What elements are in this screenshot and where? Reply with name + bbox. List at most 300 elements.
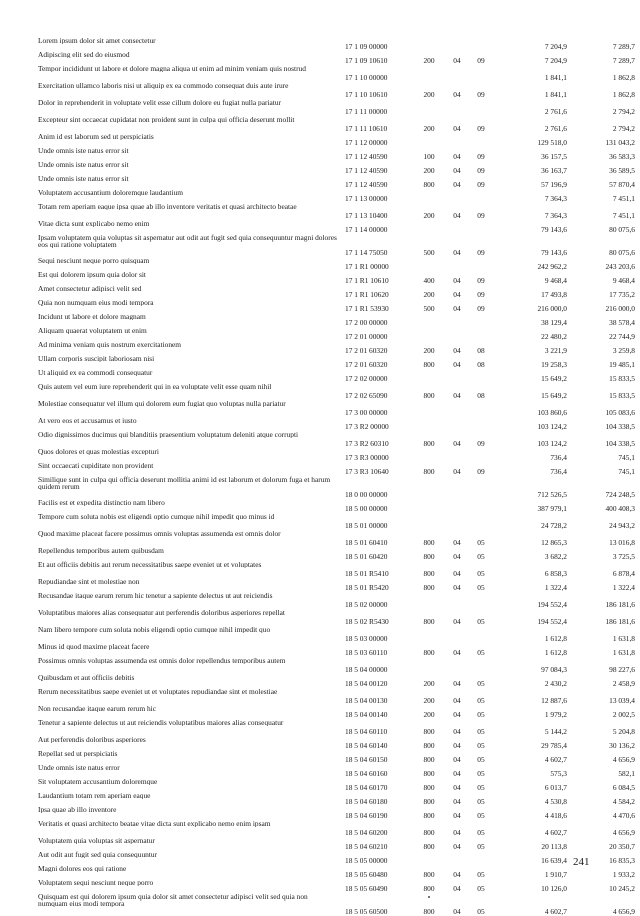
table-row [0, 82, 640, 99]
row-amount-year2: 7 451,1 [612, 195, 635, 202]
row-name: Est qui dolorem ipsum quia dolor sit [38, 271, 146, 278]
row-amount-year1: 7 364,3 [544, 195, 567, 202]
row-expense-type: 800 [423, 553, 435, 560]
row-section: 04 [453, 249, 461, 256]
row-expense-type: 800 [423, 871, 435, 878]
row-name: Unde omnis iste natus error sit [38, 147, 129, 154]
row-expense-type: 200 [423, 697, 435, 704]
row-name: Nam libero tempore cum soluta nobis eligendi optio cumque nihil impedit quo [38, 626, 271, 633]
row-target-code: 18 5 01 60420 [345, 553, 388, 560]
row-name: Odio dignissimos ducimus qui blanditiis praesentium voluptatum deleniti atque corrupti [38, 431, 299, 438]
row-amount-year2: 1 862,8 [612, 91, 635, 98]
row-amount-year1: 6 013,7 [544, 784, 567, 791]
table-row [0, 530, 640, 547]
row-name: Repellendus temporibus autem quibusdam [38, 547, 164, 554]
row-amount-year1: 194 552,4 [537, 618, 567, 625]
table-row [0, 65, 640, 82]
row-section: 04 [453, 212, 461, 219]
row-target-code: 18 0 00 00000 [345, 491, 388, 498]
table-row [0, 578, 640, 592]
table-row [0, 820, 640, 837]
row-target-code: 17 1 09 00000 [345, 43, 388, 50]
row-target-code: 18 5 04 60150 [345, 756, 388, 763]
row-section: 04 [453, 361, 461, 368]
row-target-code: 17 1 11 00000 [345, 108, 388, 115]
row-expense-type: 200 [423, 57, 435, 64]
row-amount-year2: 22 744,9 [609, 333, 635, 340]
row-amount-year2: 724 248,5 [605, 491, 635, 498]
row-amount-year2: 1 631,8 [612, 649, 635, 656]
row-expense-type: 200 [423, 291, 435, 298]
row-name: Voluptatem sequi nesciunt neque porro [38, 879, 154, 886]
row-amount-year1: 6 858,3 [544, 570, 567, 577]
row-target-code: 18 5 04 60210 [345, 843, 388, 850]
row-amount-year2: 17 735,2 [609, 291, 635, 298]
row-amount-year1: 17 493,8 [541, 291, 567, 298]
row-name: Ut aliquid ex ea commodi consequatur [38, 369, 153, 376]
row-expense-type: 500 [423, 249, 435, 256]
table-row [0, 285, 640, 299]
row-amount-year1: 12 887,6 [541, 697, 567, 704]
row-amount-year1: 1 841,1 [544, 91, 567, 98]
table-row [0, 161, 640, 175]
row-section: 04 [453, 305, 461, 312]
row-name: Totam rem aperiam eaque ipsa quae ab illo inventore veritatis et quasi architecto beatae [38, 203, 297, 210]
row-expense-type: 800 [423, 181, 435, 188]
row-amount-year2: 20 350,7 [609, 843, 635, 850]
row-amount-year2: 2 794,2 [612, 108, 635, 115]
row-amount-year2: 30 136,2 [609, 742, 635, 749]
row-expense-type: 800 [423, 649, 435, 656]
row-name: Unde omnis iste natus error sit [38, 161, 129, 168]
row-target-code: 18 5 04 00130 [345, 697, 388, 704]
table-row [0, 736, 640, 750]
row-name: Quia non numquam eius modi tempora [38, 299, 154, 306]
row-target-code: 17 3 R3 00000 [345, 454, 389, 461]
row-amount-year2: 2 458,9 [612, 680, 635, 687]
table-row [0, 51, 640, 65]
row-amount-year1: 1 910,7 [544, 871, 567, 878]
row-amount-year2: 1 933,2 [612, 871, 635, 878]
row-name: Facilis est et expedita distinctio nam libero [38, 499, 165, 506]
row-target-code: 17 2 01 60320 [345, 347, 388, 354]
table-row [0, 643, 640, 657]
row-target-code: 18 5 04 00120 [345, 680, 388, 687]
table-row [0, 448, 640, 462]
row-amount-year1: 9 468,4 [544, 277, 567, 284]
row-target-code: 17 1 R1 53930 [345, 305, 389, 312]
row-section: 04 [453, 277, 461, 284]
row-amount-year1: 736,4 [550, 468, 567, 475]
row-section: 04 [453, 125, 461, 132]
row-name: Lorem ipsum dolor sit amet consectetur [38, 37, 156, 44]
row-expense-type: 200 [423, 347, 435, 354]
row-expense-type: 800 [423, 798, 435, 805]
row-subsection: 05 [477, 843, 485, 850]
row-expense-type: 500 [423, 305, 435, 312]
row-expense-type: 800 [423, 885, 435, 892]
row-amount-year2: 57 870,4 [609, 181, 635, 188]
table-row [0, 369, 640, 383]
table-row [0, 806, 640, 820]
row-target-code: 17 1 12 40590 [345, 167, 388, 174]
row-target-code: 18 5 01 R5420 [345, 584, 389, 591]
row-subsection: 05 [477, 885, 485, 892]
row-amount-year1: 97 084,3 [541, 666, 567, 673]
row-amount-year1: 7 364,3 [544, 212, 567, 219]
row-name: Unde omnis iste natus error sit [38, 175, 129, 182]
page-number: 241 [573, 856, 590, 868]
table-row [0, 547, 640, 561]
row-subsection: 05 [477, 871, 485, 878]
row-expense-type: 800 [423, 468, 435, 475]
row-target-code: 18 5 05 60490 [345, 885, 388, 892]
row-target-code: 18 5 01 60410 [345, 539, 388, 546]
row-target-code: 18 5 05 00000 [345, 857, 388, 864]
table-row [0, 513, 640, 530]
row-expense-type: 200 [423, 680, 435, 687]
row-subsection: 09 [477, 167, 485, 174]
row-amount-year1: 3 682,2 [544, 553, 567, 560]
row-amount-year2: 4 656,9 [612, 829, 635, 836]
row-expense-type: 800 [423, 742, 435, 749]
row-name: Tempore cum soluta nobis est eligendi optio cumque nihil impedit quo minus id [38, 513, 275, 520]
row-amount-year2: 2 794,2 [612, 125, 635, 132]
row-amount-year2: 3 259,8 [612, 347, 635, 354]
row-amount-year2: 400 408,3 [605, 505, 635, 512]
table-row [0, 147, 640, 161]
row-name: Excepteur sint occaecat cupidatat non proident sunt in culpa qui officia deserunt mollit [38, 116, 295, 123]
row-target-code: 18 5 04 60160 [345, 770, 388, 777]
row-amount-year2: 2 002,5 [612, 711, 635, 718]
row-name: Unde omnis iste natus error [38, 764, 120, 771]
row-name: Ullam corporis suscipit laboriosam nisi [38, 355, 155, 362]
row-section: 04 [453, 392, 461, 399]
row-amount-year1: 575,3 [550, 770, 567, 777]
row-name: Quisquam est qui dolorem ipsum quia dolor sit amet consectetur adipisci velit sed quia non numquam eius modi tempora [38, 893, 308, 907]
row-subsection: 05 [477, 618, 485, 625]
row-name: Quos dolores et quas molestias excepturi [38, 448, 159, 455]
row-amount-year1: 712 526,5 [537, 491, 567, 498]
row-expense-type: 200 [423, 212, 435, 219]
row-amount-year1: 3 221,9 [544, 347, 567, 354]
row-section: 04 [453, 91, 461, 98]
row-amount-year2: 10 245,2 [609, 885, 635, 892]
row-name: Et aut officiis debitis aut rerum necessitatibus saepe eveniet ut et voluptates [38, 561, 262, 568]
row-target-code: 17 2 01 00000 [345, 333, 388, 340]
row-amount-year1: 19 258,3 [541, 361, 567, 368]
row-expense-type: 800 [423, 539, 435, 546]
table-row [0, 609, 640, 626]
row-amount-year2: 80 075,6 [609, 226, 635, 233]
table-row [0, 133, 640, 147]
row-amount-year2: 19 485,1 [609, 361, 635, 368]
row-target-code: 17 1 14 00000 [345, 226, 388, 233]
row-amount-year2: 1 862,8 [612, 74, 635, 81]
row-section: 04 [453, 908, 461, 915]
row-name: At vero eos et accusamus et iusto [38, 417, 137, 424]
row-name: Recusandae itaque earum rerum hic tenetur a sapiente delectus ut aut reiciendis [38, 592, 273, 599]
row-amount-year2: 745,1 [618, 454, 635, 461]
table-row [0, 778, 640, 792]
row-subsection: 05 [477, 829, 485, 836]
row-amount-year2: 7 289,7 [612, 43, 635, 50]
row-section: 04 [453, 871, 461, 878]
row-target-code: 17 1 10 00000 [345, 74, 388, 81]
row-section: 04 [453, 570, 461, 577]
row-name: Magni dolores eos qui ratione [38, 865, 127, 872]
table-row [0, 865, 640, 879]
row-subsection: 09 [477, 125, 485, 132]
row-name: Similique sunt in culpa qui officia deserunt mollitia animi id est laborum et dolorum fuga et harum quidem rerum [38, 476, 331, 490]
row-target-code: 18 5 02 R5430 [345, 618, 389, 625]
row-subsection: 09 [477, 249, 485, 256]
row-subsection: 09 [477, 212, 485, 219]
table-row [0, 37, 640, 51]
row-target-code: 17 1 12 40590 [345, 153, 388, 160]
row-name: Possimus omnis voluptas assumenda est omnis dolor repellendus temporibus autem [38, 657, 286, 664]
table-row [0, 99, 640, 116]
row-subsection: 08 [477, 392, 485, 399]
row-subsection: 05 [477, 756, 485, 763]
row-subsection: 05 [477, 798, 485, 805]
row-amount-year2: 80 075,6 [609, 249, 635, 256]
row-target-code: 18 5 05 60480 [345, 871, 388, 878]
row-target-code: 18 5 04 60200 [345, 829, 388, 836]
row-amount-year2: 7 451,1 [612, 212, 635, 219]
row-amount-year1: 4 530,8 [544, 798, 567, 805]
row-target-code: 17 3 R2 00000 [345, 423, 389, 430]
row-amount-year1: 20 113,8 [541, 843, 567, 850]
row-expense-type: 100 [423, 153, 435, 160]
row-section: 04 [453, 770, 461, 777]
row-amount-year1: 387 979,1 [537, 505, 567, 512]
row-target-code: 17 3 R3 10640 [345, 468, 389, 475]
row-amount-year1: 129 518,0 [537, 139, 567, 146]
row-amount-year1: 36 163,7 [541, 167, 567, 174]
row-amount-year1: 103 124,2 [537, 423, 567, 430]
row-amount-year1: 79 143,6 [541, 249, 567, 256]
row-amount-year2: 3 725,5 [612, 553, 635, 560]
row-section: 04 [453, 539, 461, 546]
table-row [0, 341, 640, 355]
row-amount-year2: 36 583,3 [609, 153, 635, 160]
row-amount-year1: 5 144,2 [544, 728, 567, 735]
row-amount-year2: 186 181,6 [605, 618, 635, 625]
row-amount-year2: 6 084,5 [612, 784, 635, 791]
row-expense-type: 200 [423, 711, 435, 718]
table-row [0, 355, 640, 369]
table-row [0, 674, 640, 688]
table-row [0, 851, 640, 865]
table-row [0, 431, 640, 448]
row-expense-type: 800 [423, 770, 435, 777]
row-target-code: 18 5 02 00000 [345, 601, 388, 608]
row-amount-year2: 4 656,9 [612, 756, 635, 763]
row-amount-year2: 105 083,6 [605, 409, 635, 416]
table-row [0, 175, 640, 189]
row-expense-type: 800 [423, 584, 435, 591]
row-name: Repudiandae sint et molestiae non [38, 578, 140, 585]
row-subsection: 09 [477, 181, 485, 188]
row-name: Quibusdam et aut officiis debitis [38, 674, 135, 681]
row-subsection: 09 [477, 91, 485, 98]
row-name: Veritatis et quasi architecto beatae vitae dicta sunt explicabo nemo enim ipsam [38, 820, 271, 827]
row-amount-year1: 7 204,9 [544, 43, 567, 50]
row-section: 04 [453, 829, 461, 836]
row-section: 04 [453, 291, 461, 298]
row-section: 04 [453, 649, 461, 656]
row-expense-type: 800 [423, 908, 435, 915]
row-target-code: 17 1 10 10610 [345, 91, 388, 98]
row-name: Molestiae consequatur vel illum qui dolorem eum fugiat quo voluptas nulla pariatur [38, 400, 286, 407]
row-name: Voluptatem quia voluptas sit aspernatur [38, 837, 155, 844]
row-target-code: 17 1 09 10610 [345, 57, 388, 64]
row-amount-year2: 7 289,7 [612, 57, 635, 64]
row-expense-type: 800 [423, 618, 435, 625]
row-subsection: 09 [477, 305, 485, 312]
table-row [0, 327, 640, 341]
row-amount-year1: 1 612,8 [544, 635, 567, 642]
row-name: Adipiscing elit sed do eiusmod [38, 51, 130, 58]
row-expense-type: 200 [423, 167, 435, 174]
row-amount-year2: 36 589,5 [609, 167, 635, 174]
row-section: 04 [453, 584, 461, 591]
row-subsection: 09 [477, 153, 485, 160]
row-section: 04 [453, 167, 461, 174]
row-target-code: 18 5 04 60170 [345, 784, 388, 791]
row-subsection: 08 [477, 361, 485, 368]
table-row [0, 417, 640, 431]
row-section: 04 [453, 680, 461, 687]
row-name: Aliquam quaerat voluptatem ut enim [38, 327, 147, 334]
row-subsection: 09 [477, 57, 485, 64]
row-target-code: 18 5 05 60500 [345, 908, 388, 915]
row-name: Ipsa quae ab illo inventore [38, 806, 117, 813]
table-row [0, 688, 640, 705]
table-row [0, 837, 640, 851]
row-amount-year2: 131 043,2 [605, 139, 635, 146]
row-subsection: 05 [477, 570, 485, 577]
row-name: Aut perferendis doloribus asperiores [38, 736, 146, 743]
row-target-code: 17 1 11 10610 [345, 125, 388, 132]
table-row [0, 220, 640, 234]
row-target-code: 18 5 04 00000 [345, 666, 388, 673]
row-section: 04 [453, 798, 461, 805]
row-amount-year1: 1 612,8 [544, 649, 567, 656]
row-name: Rerum necessitatibus saepe eveniet ut et voluptates repudiandae sint et molestiae [38, 688, 278, 695]
row-name: Repellat sed ut perspiciatis [38, 750, 118, 757]
row-amount-year2: 13 016,8 [609, 539, 635, 546]
row-amount-year1: 2 430,2 [544, 680, 567, 687]
row-expense-type: 800 [423, 392, 435, 399]
row-expense-type: 200 [423, 125, 435, 132]
row-name: Voluptatibus maiores alias consequatur aut perferendis doloribus asperiores repellat [38, 609, 285, 616]
row-name: Sint occaecati cupiditate non provident [38, 462, 154, 469]
row-section: 04 [453, 728, 461, 735]
row-amount-year1: 7 204,9 [544, 57, 567, 64]
row-amount-year1: 2 761,6 [544, 108, 567, 115]
row-subsection: 05 [477, 908, 485, 915]
row-amount-year2: 13 039,4 [609, 697, 635, 704]
row-amount-year2: 186 181,6 [605, 601, 635, 608]
row-subsection: 09 [477, 468, 485, 475]
row-subsection: 05 [477, 584, 485, 591]
row-amount-year2: 104 338,5 [605, 440, 635, 447]
row-target-code: 18 5 01 00000 [345, 522, 388, 529]
row-name: Dolor in reprehenderit in voluptate velit esse cillum dolore eu fugiat nulla pariatur [38, 99, 281, 106]
table-row [0, 561, 640, 578]
row-expense-type: 800 [423, 784, 435, 791]
row-section: 04 [453, 618, 461, 625]
row-subsection: 05 [477, 812, 485, 819]
row-subsection: 09 [477, 277, 485, 284]
row-amount-year1: 1 979,2 [544, 711, 567, 718]
row-amount-year1: 1 841,1 [544, 74, 567, 81]
row-section: 04 [453, 553, 461, 560]
row-subsection: 08 [477, 347, 485, 354]
row-amount-year1: 22 480,2 [541, 333, 567, 340]
row-amount-year1: 15 649,2 [541, 375, 567, 382]
row-target-code: 18 5 04 00140 [345, 711, 388, 718]
row-section: 04 [453, 812, 461, 819]
row-target-code: 17 2 00 00000 [345, 319, 388, 326]
row-target-code: 17 1 13 10400 [345, 212, 388, 219]
table-row [0, 657, 640, 674]
row-section: 04 [453, 181, 461, 188]
row-subsection: 05 [477, 770, 485, 777]
row-target-code: 18 5 04 60180 [345, 798, 388, 805]
row-amount-year2: 98 227,6 [609, 666, 635, 673]
row-amount-year2: 1 322,4 [612, 584, 635, 591]
row-amount-year2: 4 470,6 [612, 812, 635, 819]
row-section: 04 [453, 57, 461, 64]
table-row [0, 764, 640, 778]
row-name: Laudantium totam rem aperiam eaque [38, 792, 151, 799]
row-target-code: 18 5 04 60110 [345, 728, 388, 735]
row-subsection: 05 [477, 742, 485, 749]
row-subsection: 09 [477, 291, 485, 298]
row-section: 04 [453, 843, 461, 850]
row-target-code: 18 5 03 60110 [345, 649, 388, 656]
row-target-code: 17 3 00 00000 [345, 409, 388, 416]
table-row [0, 719, 640, 736]
table-row [0, 476, 640, 499]
row-amount-year2: 24 943,2 [609, 522, 635, 529]
row-section: 04 [453, 440, 461, 447]
row-target-code: 17 2 02 65090 [345, 392, 388, 399]
row-name: Quod maxime placeat facere possimus omnis voluptas assumenda est omnis dolor [38, 530, 281, 537]
row-amount-year1: 103 124,2 [537, 440, 567, 447]
row-section: 04 [453, 742, 461, 749]
row-amount-year1: 29 785,4 [541, 742, 567, 749]
row-target-code: 17 1 13 00000 [345, 195, 388, 202]
row-amount-year1: 15 649,2 [541, 392, 567, 399]
row-amount-year2: 16 835,3 [609, 857, 635, 864]
row-expense-type: 800 [423, 812, 435, 819]
row-amount-year2: 4 656,9 [612, 908, 635, 915]
row-name: Ad minima veniam quis nostrum exercitationem [38, 341, 182, 348]
row-amount-year2: 15 833,5 [609, 392, 635, 399]
row-target-code: 18 5 03 00000 [345, 635, 388, 642]
row-section: 04 [453, 153, 461, 160]
row-name: Tempor incididunt ut labore et dolore magna aliqua ut enim ad minim veniam quis nostrud [38, 65, 306, 72]
row-target-code: 17 2 01 60320 [345, 361, 388, 368]
table-row [0, 400, 640, 417]
row-amount-year2: 4 584,2 [612, 798, 635, 805]
row-expense-type: 800 [423, 570, 435, 577]
row-target-code: 17 1 14 75050 [345, 249, 388, 256]
